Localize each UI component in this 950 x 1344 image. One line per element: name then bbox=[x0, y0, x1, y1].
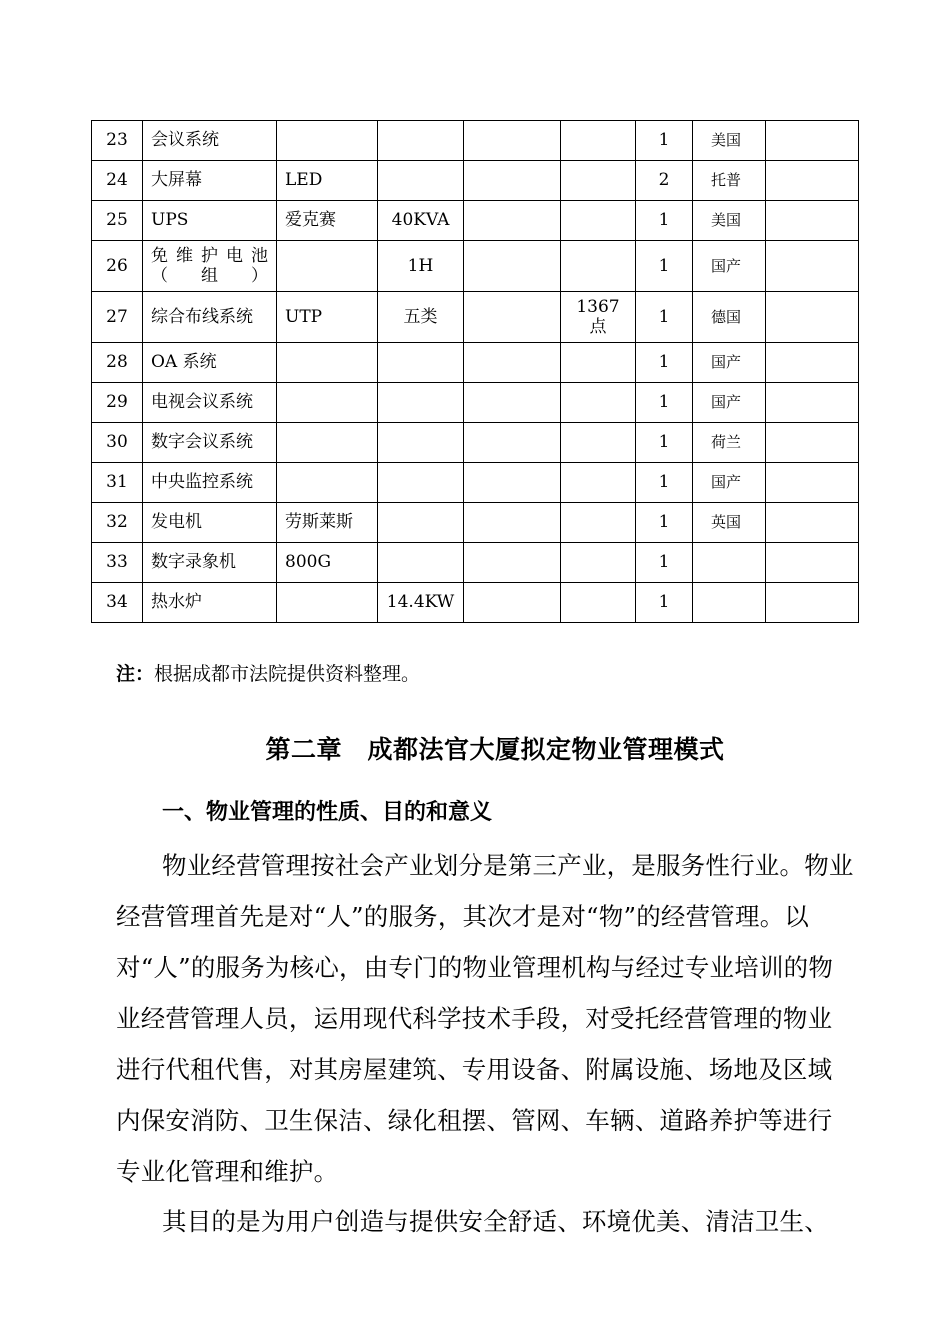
cell-spec bbox=[464, 383, 561, 423]
cell-model: 爱克赛 bbox=[277, 201, 378, 241]
cell-remark bbox=[766, 201, 859, 241]
cell-model bbox=[277, 583, 378, 623]
cell-no: 32 bbox=[92, 503, 143, 543]
cell-brand bbox=[378, 121, 464, 161]
note-label: 注： bbox=[116, 663, 155, 685]
cell-spec bbox=[464, 543, 561, 583]
cell-origin: 托普 bbox=[693, 161, 766, 201]
cell-name: 大屏幕 bbox=[143, 161, 277, 201]
cell-brand: 五类 bbox=[378, 292, 464, 343]
cell-remark bbox=[766, 583, 859, 623]
cell-qty-unit bbox=[561, 383, 636, 423]
cell-name: 数字录象机 bbox=[143, 543, 277, 583]
cell-spec bbox=[464, 343, 561, 383]
cell-origin: 国产 bbox=[693, 343, 766, 383]
cell-model bbox=[277, 463, 378, 503]
cell-qty-unit bbox=[561, 201, 636, 241]
equipment-table bbox=[91, 120, 859, 623]
cell-model bbox=[277, 121, 378, 161]
cell-qty-unit bbox=[561, 241, 636, 292]
cell-no: 33 bbox=[92, 543, 143, 583]
cell-origin: 荷兰 bbox=[693, 423, 766, 463]
cell-name: 发电机 bbox=[143, 503, 277, 543]
table-row bbox=[92, 543, 859, 583]
cell-spec bbox=[464, 463, 561, 503]
cell-spec bbox=[464, 161, 561, 201]
table-row bbox=[92, 343, 859, 383]
cell-spec bbox=[464, 503, 561, 543]
table-row bbox=[92, 503, 859, 543]
cell-name: 中央监控系统 bbox=[143, 463, 277, 503]
chapter-title: 第二章 成都法官大厦拟定物业管理模式 bbox=[265, 735, 725, 764]
cell-model bbox=[277, 241, 378, 292]
cell-no: 31 bbox=[92, 463, 143, 503]
cell-remark bbox=[766, 121, 859, 161]
cell-remark bbox=[766, 383, 859, 423]
cell-model: 劳斯莱斯 bbox=[277, 503, 378, 543]
cell-remark bbox=[766, 292, 859, 343]
equipment-table-body bbox=[92, 121, 859, 623]
cell-name: UPS bbox=[143, 201, 277, 241]
cell-brand bbox=[378, 423, 464, 463]
cell-model: 800G bbox=[277, 543, 378, 583]
cell-name: 会议系统 bbox=[143, 121, 277, 161]
cell-brand bbox=[378, 463, 464, 503]
table-row bbox=[92, 423, 859, 463]
cell-model: UTP bbox=[277, 292, 378, 343]
cell-count: 1 bbox=[636, 583, 693, 623]
table-row bbox=[92, 383, 859, 423]
table-row bbox=[92, 161, 859, 201]
cell-spec bbox=[464, 201, 561, 241]
cell-spec bbox=[464, 583, 561, 623]
cell-no: 29 bbox=[92, 383, 143, 423]
cell-no: 26 bbox=[92, 241, 143, 292]
cell-count: 1 bbox=[636, 383, 693, 423]
cell-model bbox=[277, 383, 378, 423]
cell-brand bbox=[378, 543, 464, 583]
cell-name: 综合布线系统 bbox=[143, 292, 277, 343]
cell-count: 1 bbox=[636, 201, 693, 241]
cell-brand: 1H bbox=[378, 241, 464, 292]
cell-count: 1 bbox=[636, 423, 693, 463]
cell-count: 1 bbox=[636, 121, 693, 161]
body-paragraph: 物业经营管理按社会产业划分是第三产业，是服务性行业。物业经营管理首先是对“人”的服务，其次才是对“物”的经营管理。以对“人”的服务为核心，由专门的物业管理机构与经过专业培训的物业经营管理人员，运用现代科学技术手段，对受托经营管理的物业进行代租代售，对其房屋建筑、专用设备、附属设施、场地及区域内保安消防、卫生保洁、绿化租摆、管网、车辆、道路养护等进行专业化管理和维护。 bbox=[116, 851, 854, 1186]
cell-no: 27 bbox=[92, 292, 143, 343]
cell-origin bbox=[693, 543, 766, 583]
cell-origin: 德国 bbox=[693, 292, 766, 343]
cell-qty-unit bbox=[561, 583, 636, 623]
cell-qty-unit bbox=[561, 423, 636, 463]
cell-count: 1 bbox=[636, 543, 693, 583]
cell-name: 免维护电池（组） bbox=[143, 241, 277, 292]
cell-count: 2 bbox=[636, 161, 693, 201]
cell-name: 电视会议系统 bbox=[143, 383, 277, 423]
table-row bbox=[92, 292, 859, 343]
cell-count: 1 bbox=[636, 292, 693, 343]
note-text: 根据成都市法院提供资料整理。 bbox=[154, 663, 421, 685]
cell-qty-unit bbox=[561, 503, 636, 543]
cell-origin: 美国 bbox=[693, 121, 766, 161]
cell-no: 25 bbox=[92, 201, 143, 241]
cell-remark bbox=[766, 503, 859, 543]
cell-brand bbox=[378, 161, 464, 201]
cell-brand bbox=[378, 343, 464, 383]
cell-model: LED bbox=[277, 161, 378, 201]
cell-qty-unit bbox=[561, 343, 636, 383]
cell-qty-unit bbox=[561, 161, 636, 201]
cell-brand bbox=[378, 503, 464, 543]
table-note bbox=[116, 659, 420, 686]
cell-remark bbox=[766, 161, 859, 201]
cell-origin: 美国 bbox=[693, 201, 766, 241]
table-row bbox=[92, 201, 859, 241]
table-row bbox=[92, 463, 859, 503]
table-row bbox=[92, 583, 859, 623]
cell-no: 30 bbox=[92, 423, 143, 463]
cell-count: 1 bbox=[636, 503, 693, 543]
cell-spec bbox=[464, 241, 561, 292]
cell-origin: 国产 bbox=[693, 383, 766, 423]
cell-name: 热水炉 bbox=[143, 583, 277, 623]
cell-origin: 国产 bbox=[693, 241, 766, 292]
cell-no: 23 bbox=[92, 121, 143, 161]
cell-remark bbox=[766, 423, 859, 463]
cell-spec bbox=[464, 292, 561, 343]
cell-spec bbox=[464, 121, 561, 161]
cell-origin: 国产 bbox=[693, 463, 766, 503]
cell-qty-unit bbox=[561, 543, 636, 583]
table-row bbox=[92, 121, 859, 161]
cell-no: 28 bbox=[92, 343, 143, 383]
cell-count: 1 bbox=[636, 463, 693, 503]
cell-model bbox=[277, 423, 378, 463]
cell-remark bbox=[766, 241, 859, 292]
cell-brand: 14.4KW bbox=[378, 583, 464, 623]
cell-origin: 英国 bbox=[693, 503, 766, 543]
cell-qty-unit bbox=[561, 121, 636, 161]
section-title: 一、物业管理的性质、目的和意义 bbox=[162, 799, 493, 825]
cell-no: 24 bbox=[92, 161, 143, 201]
cell-count: 1 bbox=[636, 343, 693, 383]
cell-model bbox=[277, 343, 378, 383]
cell-brand bbox=[378, 383, 464, 423]
cell-brand: 40KVA bbox=[378, 201, 464, 241]
cell-name: OA 系统 bbox=[143, 343, 277, 383]
cell-count: 1 bbox=[636, 241, 693, 292]
cell-name: 数字会议系统 bbox=[143, 423, 277, 463]
cell-remark bbox=[766, 463, 859, 503]
table-row bbox=[92, 241, 859, 292]
cell-origin bbox=[693, 583, 766, 623]
cell-no: 34 bbox=[92, 583, 143, 623]
cell-qty-unit: 1367点 bbox=[561, 292, 636, 343]
cell-spec bbox=[464, 423, 561, 463]
cell-remark bbox=[766, 543, 859, 583]
cell-remark bbox=[766, 343, 859, 383]
cell-qty-unit bbox=[561, 463, 636, 503]
body-paragraph-continued: 其目的是为用户创造与提供安全舒适、环境优美、清洁卫生、 bbox=[162, 1207, 829, 1236]
